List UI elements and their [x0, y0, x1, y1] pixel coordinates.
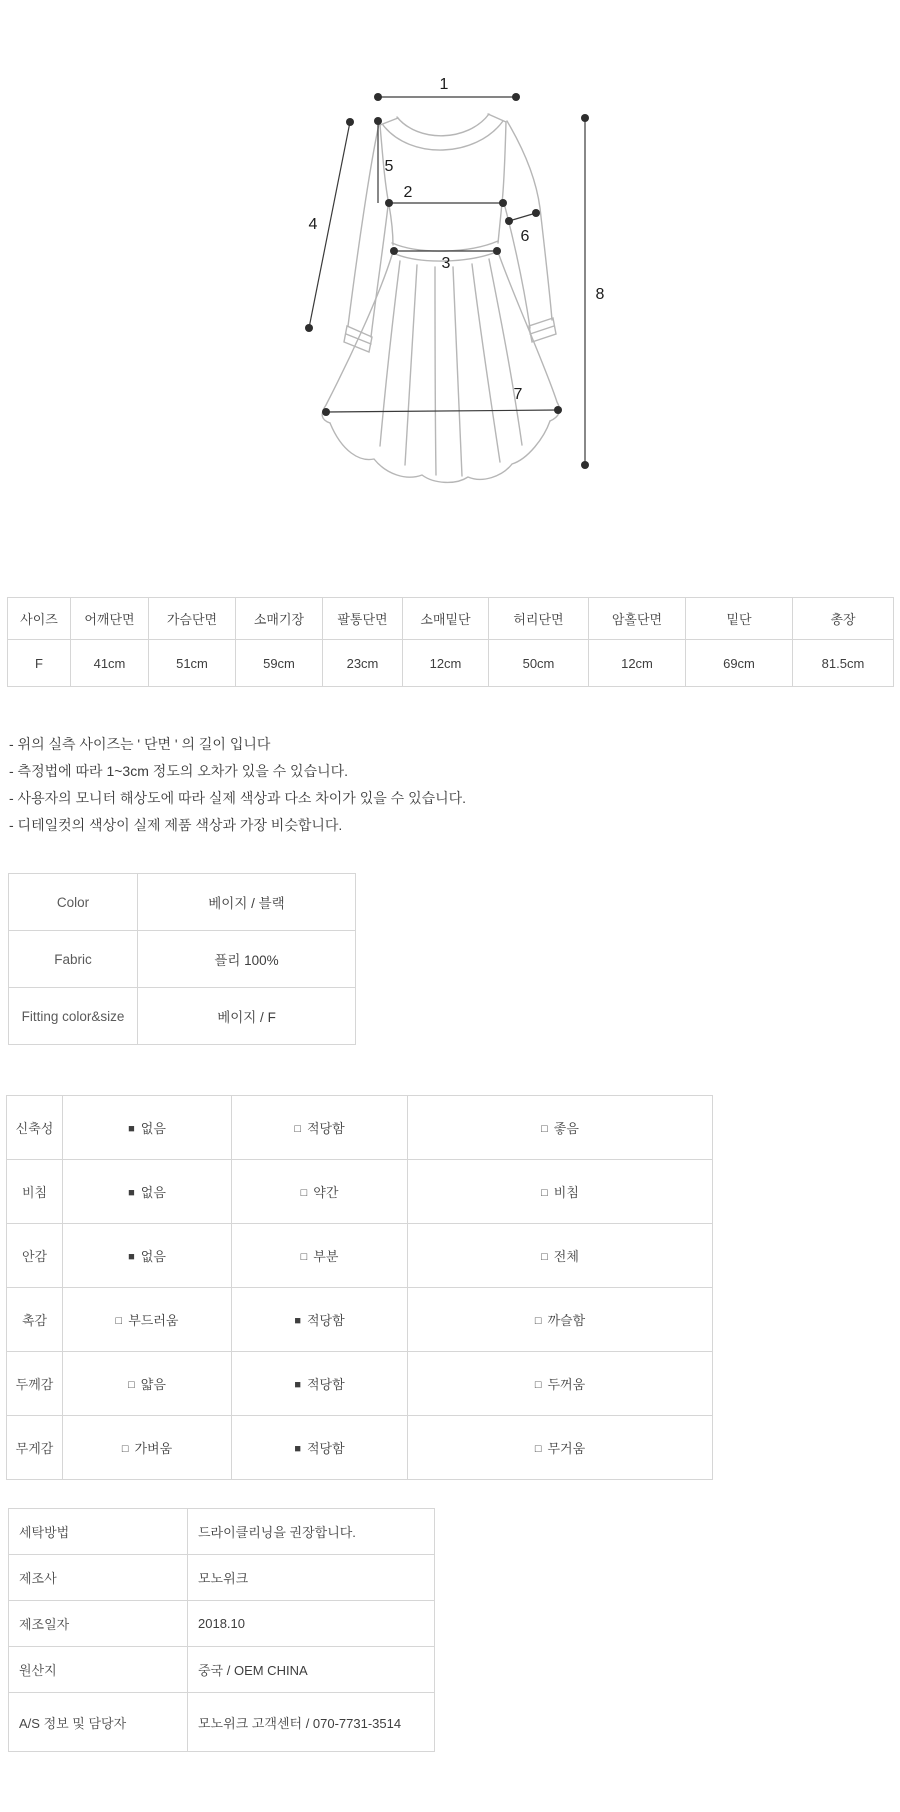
care-label: 원산지 — [9, 1647, 188, 1693]
care-value: 모노위크 고객센터 / 070-7731-3514 — [188, 1693, 435, 1752]
size-table-header: 어깨단면 — [71, 598, 149, 640]
feature-option-text: 부분 — [313, 1249, 339, 1264]
measurement-label-1: 1 — [439, 76, 449, 93]
feature-row — [7, 1288, 713, 1352]
checkbox-icon: □ — [534, 1315, 542, 1327]
feature-option-text: 적당함 — [306, 1441, 345, 1456]
feature-option — [63, 1160, 232, 1224]
info-label: Fitting color&size — [9, 988, 138, 1045]
feature-option-text: 부드러움 — [128, 1313, 179, 1328]
feature-label: 촉감 — [7, 1288, 63, 1352]
care-value: 중국 / OEM CHINA — [188, 1647, 435, 1693]
care-label: 제조사 — [9, 1555, 188, 1601]
size-table-header: 소매밑단 — [403, 598, 489, 640]
size-table-value: 69cm — [686, 640, 793, 687]
checkbox-icon: □ — [534, 1443, 542, 1455]
size-table-value: 41cm — [71, 640, 149, 687]
feature-option — [408, 1288, 713, 1352]
size-table-header: 사이즈 — [8, 598, 71, 640]
feature-option — [63, 1096, 232, 1160]
checkbox-icon: □ — [300, 1251, 308, 1263]
measurement-label-6: 6 — [520, 228, 530, 245]
feature-option-text: 전체 — [553, 1249, 579, 1264]
note-line: - 디테일컷의 색상이 실제 제품 색상과 가장 비슷합니다. — [9, 817, 343, 833]
care-value: 드라이클리닝을 권장합니다. — [188, 1509, 435, 1555]
feature-option-text: 두꺼움 — [547, 1377, 586, 1392]
feature-option — [408, 1352, 713, 1416]
size-table-value: 59cm — [236, 640, 323, 687]
feature-option-text: 까슬함 — [547, 1313, 586, 1328]
feature-option-text: 얇음 — [140, 1377, 166, 1392]
feature-option — [232, 1288, 408, 1352]
checkbox-icon: ■ — [128, 1123, 135, 1135]
feature-option-text: 가벼움 — [134, 1441, 173, 1456]
care-row-origin — [9, 1647, 435, 1693]
checkbox-icon: ■ — [128, 1187, 135, 1199]
measurement-label-7: 7 — [513, 386, 523, 403]
feature-row — [7, 1096, 713, 1160]
size-table-header: 가슴단면 — [149, 598, 236, 640]
feature-option — [63, 1224, 232, 1288]
checkbox-icon: ■ — [294, 1443, 301, 1455]
size-table-value: 50cm — [489, 640, 589, 687]
care-row-date — [9, 1601, 435, 1647]
checkbox-icon: □ — [121, 1443, 129, 1455]
feature-option — [408, 1416, 713, 1480]
size-table-header: 밑단 — [686, 598, 793, 640]
feature-option-text: 적당함 — [306, 1377, 345, 1392]
measurement-lines — [309, 97, 585, 465]
feature-option — [408, 1160, 713, 1224]
feature-option-text: 약간 — [313, 1185, 339, 1200]
checkbox-icon: □ — [300, 1187, 308, 1199]
feature-row — [7, 1416, 713, 1480]
product-info-table — [8, 873, 356, 1045]
care-value: 모노위크 — [188, 1555, 435, 1601]
care-info-table — [8, 1508, 435, 1752]
info-value: 플리 100% — [138, 931, 356, 988]
dress-outline — [322, 114, 559, 482]
feature-label: 신축성 — [7, 1096, 63, 1160]
checkbox-icon: ■ — [294, 1315, 301, 1327]
feature-option — [63, 1288, 232, 1352]
feature-label: 안감 — [7, 1224, 63, 1288]
checkbox-icon: □ — [294, 1123, 301, 1135]
measurement-label-3: 3 — [441, 255, 451, 272]
checkbox-icon: □ — [128, 1379, 135, 1391]
checkbox-icon: □ — [541, 1123, 548, 1135]
feature-option — [408, 1224, 713, 1288]
feature-option-text: 좋음 — [553, 1121, 579, 1136]
checkbox-icon: □ — [534, 1379, 542, 1391]
measurement-label-2: 2 — [403, 184, 413, 201]
feature-row — [7, 1160, 713, 1224]
size-table-header: 팔통단면 — [323, 598, 403, 640]
measurement-notes — [9, 731, 466, 839]
feature-option — [63, 1416, 232, 1480]
checkbox-icon: ■ — [128, 1251, 135, 1263]
dress-measurement-diagram — [280, 60, 630, 500]
feature-option-text: 없음 — [140, 1249, 166, 1264]
feature-row — [7, 1224, 713, 1288]
feature-label: 두께감 — [7, 1352, 63, 1416]
size-table-value: 12cm — [589, 640, 686, 687]
size-table-value: 81.5cm — [793, 640, 894, 687]
note-line: - 위의 실측 사이즈는 ' 단면 ' 의 길이 입니다 — [9, 736, 271, 752]
feature-option-text: 적당함 — [306, 1313, 345, 1328]
feature-option — [232, 1352, 408, 1416]
care-row-as — [9, 1693, 435, 1752]
care-value: 2018.10 — [188, 1601, 435, 1647]
info-label: Color — [9, 874, 138, 931]
size-table-value: 51cm — [149, 640, 236, 687]
measure-line-7 — [326, 410, 558, 412]
fabric-feature-table — [6, 1095, 713, 1480]
feature-option — [232, 1160, 408, 1224]
size-table-header: 소매기장 — [236, 598, 323, 640]
feature-option-text: 적당함 — [306, 1121, 345, 1136]
checkbox-icon: □ — [115, 1315, 123, 1327]
care-row-manufacturer — [9, 1555, 435, 1601]
size-table-value: 23cm — [323, 640, 403, 687]
size-table-header: 허리단면 — [489, 598, 589, 640]
feature-label: 무게감 — [7, 1416, 63, 1480]
size-table-header: 총장 — [793, 598, 894, 640]
info-label: Fabric — [9, 931, 138, 988]
note-line: - 사용자의 모니터 해상도에 따라 실제 색상과 다소 차이가 있을 수 있습니다. — [9, 790, 467, 806]
feature-option — [408, 1096, 713, 1160]
feature-row — [7, 1352, 713, 1416]
size-table-header-row — [8, 598, 894, 640]
info-row-color — [9, 874, 356, 931]
feature-option-text: 없음 — [140, 1185, 166, 1200]
checkbox-icon: □ — [541, 1187, 548, 1199]
feature-option — [232, 1416, 408, 1480]
feature-label: 비침 — [7, 1160, 63, 1224]
measurement-label-4: 4 — [308, 216, 318, 233]
feature-option — [232, 1096, 408, 1160]
feature-option-text: 무거움 — [547, 1441, 586, 1456]
size-table-value: 12cm — [403, 640, 489, 687]
checkbox-icon: ■ — [294, 1379, 301, 1391]
info-value: 베이지 / F — [138, 988, 356, 1045]
info-row-fitting — [9, 988, 356, 1045]
feature-option-text: 비침 — [553, 1185, 579, 1200]
feature-option-text: 없음 — [140, 1121, 166, 1136]
info-row-fabric — [9, 931, 356, 988]
size-table-header: 암홀단면 — [589, 598, 686, 640]
checkbox-icon: □ — [541, 1251, 548, 1263]
info-value: 베이지 / 블랙 — [138, 874, 356, 931]
care-label: 제조일자 — [9, 1601, 188, 1647]
measure-line-6 — [509, 213, 536, 221]
size-table-value-row — [8, 640, 894, 687]
note-line: - 측정법에 따라 1~3cm 정도의 오차가 있을 수 있습니다. — [9, 763, 349, 779]
care-label: A/S 정보 및 담당자 — [9, 1693, 188, 1752]
care-label: 세탁방법 — [9, 1509, 188, 1555]
size-spec-table — [7, 597, 894, 687]
measurement-label-8: 8 — [595, 286, 605, 303]
size-table-value: F — [8, 640, 71, 687]
feature-option — [232, 1224, 408, 1288]
care-row-wash — [9, 1509, 435, 1555]
feature-option — [63, 1352, 232, 1416]
measurement-label-5: 5 — [384, 158, 394, 175]
